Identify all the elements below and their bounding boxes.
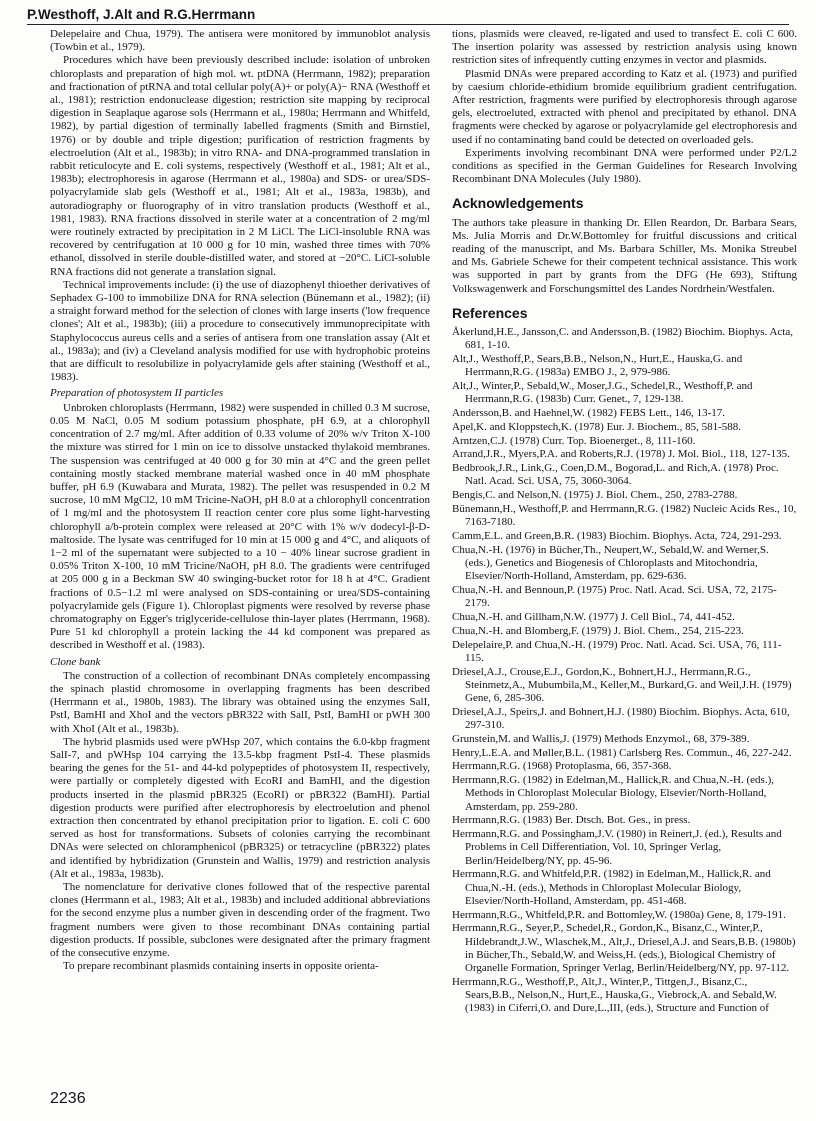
paragraph: Plasmid DNAs were prepared according to Katz et al. (1973) and purified by caesium chloride-ethidium bromide equilibrium gradient centrifugation. After restriction, fragments were purified by electrophoresis through agarose gels, electroeluted, extracted with phenol and precipitated by ethanol. DNA fragments were checked by agarose or polyacrylamide gel electrophoresis and used if no contaminating band could be detected on overloaded gels. — [452, 67, 797, 146]
reference-item: Bedbrook,J.R., Link,G., Coen,D.M., Bogorad,L. and Rich,A. (1978) Proc. Natl. Acad. Sci. USA, 75, 3060-3064. — [452, 462, 779, 488]
intro-paragraphs — [50, 28, 430, 384]
paragraph: Delepelaire and Chua, 1979). The antisera were monitored by immunoblot analysis (Towbin et al., 1979). — [50, 28, 430, 54]
running-header — [27, 6, 789, 25]
reference-list — [452, 326, 797, 1015]
paragraph: The hybrid plasmids used were pWHsp 207, which contains the 6.0-kbp fragment SalI-7, and pWHsp 104 carrying the 13.5-kbp fragment PstI-4. These plasmids bearing the genes for the 51- and 44-kd polypeptides of photosystem II, respectively, were partially or completely digested with EcoRI and BamHI, and the digestion products inserted in the plasmid pBR325 (EcoRI) or pBR322 (BamHI). Partial digestion products were purified after electrophoresis by electroelution and phenol extraction then concentrated by ethanol precipitation prior to ligation. E. coli C 600 served as host for transformations. Subsets of colonies carrying the recombinant DNAs were selected on chloramphenicol (pBR325) or tetracycline (pBR322) plates and identified by hybridization (Grunstein and Wallis, 1979) and restriction analysis (Alt et al., 1983a, 1983b). — [50, 735, 430, 880]
paragraph: To prepare recombinant plasmids containing inserts in opposite orienta- — [63, 960, 379, 973]
paragraph: Technical improvements include: (i) the use of diazophenyl thioether derivatives of Sephadex G-100 to immobilize DNA for RNA selection (Bünemann et al., 1982); (ii) a straight forward method for the selection of clones with large inserts ('low frequence clones'; Alt et al., 1983b); (iii) a procedure to consecutively immunoprecipitate with Staphylococcus aureus cells and a series of antisera from one translation assay (Alt et al., 1983a); and (iv) a Cleveland analysis modified for use with hydrophobic proteins that are difficult to resolubilize in polyacrylamide gels after staining (Westhoff et al., 1983). — [50, 278, 430, 384]
reference-item: Driesel,A.J., Crouse,E.J., Gordon,K., Bohnert,H.J., Herrmann,R.G., Steinmetz,A., Mubumbila,M., Keller,M., Burkard,G. and Weil,J.H. (1979) Gene, 6, 285-306. — [452, 665, 792, 705]
reference-item: Henry,L.E.A. and Møller,B.L. (1981) Carlsberg Res. Commun., 46, 227-242. — [452, 746, 792, 759]
reference-item: Herrmann,R.G., Westhoff,P., Alt,J., Winter,P., Tittgen,J., Bisanz,C., Sears,B.B., Nelson,N., Hurt,E., Hauska,G., Viebrock,A. and Sebald,W. (1983) in Ciferri,O. and Dure,L.,III, (eds.), Structure and Function of — [452, 975, 777, 1015]
reference-item: Apel,K. and Kloppstech,K. (1978) Eur. J. Biochem., 85, 581-588. — [452, 420, 742, 433]
reference-item: Delepelaire,P. and Chua,N.-H. (1979) Proc. Natl. Acad. Sci. USA, 76, 111-115. — [452, 638, 782, 664]
reference-item: Chua,N.-H. and Blomberg,F. (1979) J. Biol. Chem., 254, 215-223. — [452, 624, 744, 637]
right-column — [452, 28, 797, 1016]
paragraph: Procedures which have been previously described include: isolation of unbroken chloroplasts and preparation of high mol. wt. ptDNA (Herrmann, 1982); preparation and fractionation of ptRNA and total cellular poly(A)+ or poly(A)− RNA (Westhoff et al., 1981); restriction endonuclease digestion; restriction site mapping by reciprocal digestion in Seaplaque agarose sols (Herrmann et al., 1980a; Herrmann and Whitfeld, 1982), by partial digestion of terminally labelled fragments (Smith and Birnstiel, 1976) or by double and triple digestion; purification of restriction fragments by electroelution (Alt et al., 1983b); in vitro RNA- and DNA-programmed translation in rabbit reticulocyte and E. coli systems, respectively (Westhoff et al., 1981; Alt et al., 1983b); electrophoresis in agarose (Herrmann et al., 1980a) and SDS- or urea/SDS-polyacrylamide slab gels (Westhoff et al., 1981; Alt et al., 1983a, 1983b), and autoradiography or fluorography of in vitro translation products (Westhoff et al., 1981, 1983). RNA fractions dissolved in sterile water at a concentration of 2 mg/ml were routinely extracted by precipitation in 2 M LiCl. The LiCl-insoluble RNA was recovered by centrifugation at 10 000 g for 10 min, washed three times with 70% ethanol, dissolved in sterile double-distilled water, and stored at −20°C. LiCl-soluble RNA fractions did not generate a translation signal. — [50, 54, 430, 278]
reference-item: Chua,N.-H. and Gillham,N.W. (1977) J. Cell Biol., 74, 441-452. — [452, 611, 735, 624]
reference-item: Alt,J., Winter,P., Sebald,W., Moser,J.G., Schedel,R., Westhoff,P. and Herrmann,R.G. (1983b) Curr. Genet., 7, 129-138. — [452, 380, 753, 406]
header-authors: P.Westhoff, J.Alt and R.G.Herrmann — [27, 7, 256, 22]
reference-item: Camm,E.L. and Green,B.R. (1983) Biochim. Biophys. Acta, 724, 291-293. — [452, 530, 782, 543]
reference-item: Herrmann,R.G. (1982) in Edelman,M., Hallick,R. and Chua,N.-H. (eds.), Methods in Chloroplast Molecular Biology, Elsevier/North-Holland, Amsterdam, pp. 259-280. — [452, 774, 774, 813]
acknowledgements-text: The authors take pleasure in thanking Dr. Ellen Reardon, Dr. Barbara Sears, Ms. Julia Morris and Dr.W.Bottomley for fruitful discussions and critical reading of the manuscript, and Ms. Barbara Schiller, Ms. Monika Streubel and Ms. Gabriele Schewe for their competent technical assistance. This work was supported in part by grants from the DFG (He 693), Stiftung Volkswagenwerk and Forschungsmittel des Landes Nordrhein/Westfalen. — [452, 216, 797, 295]
paragraph: The nomenclature for derivative clones followed that of the respective parental clones (Herrmann et al., 1983; Alt et al., 1983b) and included additional abbreviations for the second enzyme plus a number given in descending order of the fragment. Two fragment numbers were given to those recombinant DNAs containing partial digestion products. If possible, subclones were designated after the primary fragment of the consecutive enzyme. — [50, 881, 430, 960]
reference-item: Herrmann,R.G. and Whitfeld,P.R. (1982) in Edelman,M., Hallick,R. and Chua,N.-H. (eds.), Methods in Chloroplast Molecular Biology, Elsevier/North-Holland, Amsterdam, pp. 451-468. — [452, 868, 771, 907]
reference-item: Herrmann,R.G., Seyer,P., Schedel,R., Gordon,K., Bisanz,C., Winter,P., Hildebrandt,J.W., Wlaschek,M., Alt,J., Driesel,A.J. and Sears,B.B. (1980b) in Bücher,Th., Sebald,W. and Weiss,H. (eds.), Biological Chemistry of Organelle Formation, Springer Verlag, Berlin/Heidelberg/NY, pp. 97-112. — [452, 922, 796, 975]
reference-item: Åkerlund,H.E., Jansson,C. and Andersson,B. (1982) Biochim. Biophys. Acta, 681, 1-10. — [452, 326, 793, 352]
references-heading: References — [452, 304, 528, 321]
paragraph: Experiments involving recombinant DNA were performed under P2/L2 conditions as specified in the German Guidelines for Research Involving Recombinant DNA Molecules (July 1980). — [452, 146, 797, 186]
reference-item: Alt,J., Westhoff,P., Sears,B.B., Nelson,N., Hurt,E., Hauska,G. and Herrmann,R.G. (1983a) EMBO J., 2, 979-986. — [452, 353, 743, 379]
reference-item: Chua,N.-H. (1976) in Bücher,Th., Neupert,W., Sebald,W. and Werner,S. (eds.), Genetics and Biogenesis of Chloroplasts and Mitochondria, Elsevier/North-Holland, Amsterdam, pp. 629-636. — [452, 543, 769, 583]
paragraph: The construction of a collection of recombinant DNAs completely encompassing the spinach plastid chromosome in overlapping fragments has been described (Herrmann et al., 1980b, 1983). The library was obtained using the enzymes SalI, PstI, BamHI and XhoI and the vectors pBR322 with SalI, PstI, BamHI or pWH 300 with XhoI (Alt et al., 1983b). — [50, 669, 430, 735]
reference-item: Herrmann,R.G. (1968) Protoplasma, 66, 357-368. — [452, 760, 672, 773]
reference-item: Driesel,A.J., Speirs,J. and Bohnert,H.J. (1980) Biochim. Biophys. Acta, 610, 297-310. — [452, 705, 790, 732]
reference-item: Arrand,J.R., Myers,P.A. and Roberts,R.J. (1978) J. Mol. Biol., 118, 127-135. — [452, 448, 790, 461]
reference-item: Herrmann,R.G. (1983) Ber. Dtsch. Bot. Ges., in press. — [452, 814, 691, 827]
paragraph: tions, plasmids were cleaved, re-ligated and used to transfect E. coli C 600. The insertion polarity was assessed by restriction analysis using known restriction sites of infrequently cutting enzymes in vector and plasmids. — [452, 28, 797, 67]
page-number: 2236 — [50, 1090, 86, 1107]
reference-item: Arntzen,C.J. (1978) Curr. Top. Bioenerget., 8, 111-160. — [452, 434, 696, 447]
reference-item: Andersson,B. and Haehnel,W. (1982) FEBS Lett., 146, 13-17. — [452, 407, 726, 420]
reference-item: Grunstein,M. and Wallis,J. (1979) Methods Enzymol., 68, 379-389. — [452, 732, 750, 745]
acknowledgements-heading: Acknowledgements — [452, 195, 584, 212]
reference-item: Chua,N.-H. and Bennoun,P. (1975) Proc. Natl. Acad. Sci. USA, 72, 2175-2179. — [452, 584, 777, 610]
left-column — [50, 28, 430, 973]
reference-item: Herrmann,R.G., Whitfeld,P.R. and Bottomley,W. (1980a) Gene, 8, 179-191. — [452, 908, 786, 921]
reference-item: Herrmann,R.G. and Possingham,J.V. (1980) in Reinert,J. (ed.), Results and Problems in Cell Differentiation, Vol. 10, Springer Verlag, Berlin/Heidelberg/NY, pp. 45-96. — [452, 828, 782, 867]
section-heading-clone-bank: Clone bank — [50, 655, 101, 668]
reference-item: Bengis,C. and Nelson,N. (1975) J. Biol. Chem., 250, 2783-2788. — [452, 489, 738, 502]
reference-item: Bünemann,H., Westhoff,P. and Herrmann,R.G. (1982) Nucleic Acids Res., 10, 7163-7180. — [452, 503, 797, 529]
paragraph: Unbroken chloroplasts (Herrmann, 1982) were suspended in chilled 0.3 M sucrose, 0.05 M NaCl, 0.05 M sodium potassium phosphate, pH 6.9, at a chlorophyll concentration of 2.7 mg/ml. After addition of 0.33 volume of 20% w/v Triton X-100 the mixture was stirred for 1 min on ice to dissolve unstacked thylakoid membranes. The suspension was centrifuged at 40 000 g for 30 min at 4°C and the green pellet containing mostly stacked membrane material washed once in 40 mM phosphate buffer, pH 6.9 (Kuwabara and Murata, 1982). The pellet was resuspended in 0.2 M sucrose, 10 mM MgCl2, 10 mM Tricine-NaOH, pH 8.0 at a chlorophyll concentration of 1 mg/ml and the photosystem II reaction center core plus some light-harvesting chlorophyll a/b-protein complex were released at 20°C with 1% w/v dodecyl-β-D-maltoside. The lysate was centrifuged for 10 min at 15 000 g and 4°C, and aliquots of 1−2 ml of the supernatant were subjected to a 10 − 40% linear sucrose gradient in 0.05% Triton X-100, 10 mM Tricine/NaOH, pH 8.0. The gradients were centrifuged at 205 000 g in a Beckman SW 40 swinging-bucket rotor for 18 h at 4°C. Gradient fractions of 0.5−1.2 ml were analysed on SDS-containing or urea/SDS-containing polyacrylamide gels (Figure 1). Chloroplast pigments were resolved by reverse phase chromatography on Egger's triglyceride-cellulose thin-layer plates (Herrmann, 1968). Pure 51 kd chlorophyll a protein lacking the 44 kd component was prepared as described in Westhoff et al. (1983). — [50, 401, 430, 652]
section-heading-psii: Preparation of photosystem II particles — [50, 387, 224, 400]
